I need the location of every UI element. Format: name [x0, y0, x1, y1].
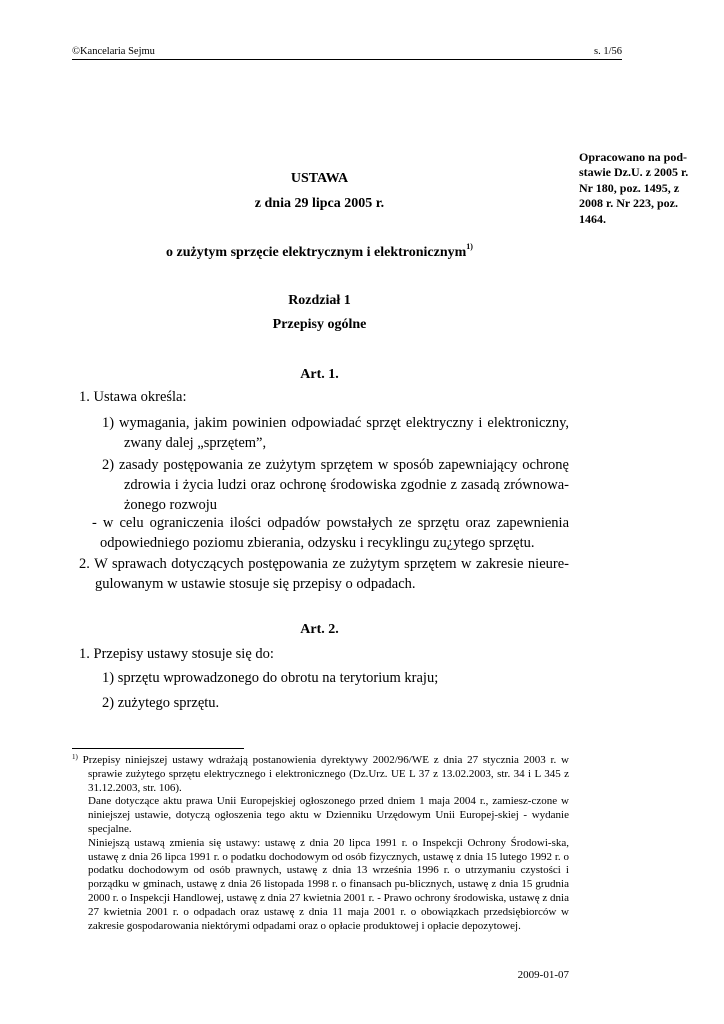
art1-paragraph-1: 1. Ustawa określa: [79, 389, 187, 405]
art2-heading: Art. 2. [300, 622, 339, 637]
source-note-line: Opracowano na pod- [579, 150, 688, 164]
art2-paragraph-1: 1. Przepisy ustawy stosuje się do: [79, 646, 274, 662]
source-note-line: Nr 180, poz. 1495, z [579, 180, 680, 195]
art2-item-1: 1) sprzętu wprowadzonego do obrotu na terytorium kraju; [102, 670, 439, 686]
footnote [72, 754, 569, 933]
art1-item-2-text: 2) zasady postępowania ze zużytym sprzętem w sposób zapewniający ochronę zdrowia i życia ludzi oraz ochronę środowiska zgodnie z zasadą zrównowa-żonego rozwoju [102, 457, 569, 513]
subject-text: o zużytym sprzęcie elektrycznym i elektronicznym [166, 245, 467, 260]
footnote-separator [72, 748, 244, 749]
art1-item-1-text: 1) wymagania, jakim powinien odpowiadać sprzęt elektryczny i elektroniczny, zwany dalej „sprzętem”, [102, 415, 569, 451]
art1-dash-clause [92, 513, 569, 553]
art1-item-1 [102, 413, 569, 453]
source-note [579, 150, 711, 227]
source-note-line: stawie Dz.U. z 2005 r. [579, 165, 689, 180]
source-note-line: 2008 r. Nr 223, poz. [579, 196, 678, 211]
page-number: s. 1/56 [593, 46, 622, 57]
footnote-marker: 1) [72, 753, 78, 761]
art1-heading: Art. 1. [300, 367, 339, 382]
document-date: z dnia 29 lipca 2005 r. [254, 196, 385, 211]
document-type: USTAWA [290, 171, 349, 186]
footnote-paragraph-1 [72, 754, 569, 795]
footnote-paragraph-1-text: Przepisy niniejszej ustawy wdrażają postanowienia dyrektywy 2002/96/WE z dnia 27 stycznia 2003 r. w sprawie zużytego sprzętu elektrycznego i elektronicznego (Dz.Urz. UE L 37 z 13.02.2003, str. 34 i L 345 z 31.12.2003, str. 106). [82, 754, 569, 794]
footer-date: 2009-01-07 [517, 969, 569, 981]
art2-item-2: 2) zużytego sprzętu. [102, 695, 220, 711]
chapter-name: Przepisy ogólne [272, 317, 367, 332]
footnote-paragraph-3: Niniejszą ustawą zmienia się ustawy: ustawę z dnia 20 lipca 1991 r. o Inspekcji Ochrony Środowi-ska, ustawę z dnia 26 lipca 1991 r. o podatku dochodowym od osób fizycznych, ustawę z dnia 15 lutego 1992 r. o podatku dochodowym od osób prawnych, ustawę z dnia 13 września 1996 r. o utrzymaniu czystości i porządku w gminach, ustawę z dnia 26 listopada 1998 r. o finansach pu-blicznych, ustawę z dnia 15 grudnia 2000 r. o Inspekcji Handlowej, ustawę z dnia 27 kwietnia 2001 r. - Prawo ochrony środowiska, ustawę z dnia 27 kwietnia 2001 r. o odpadach oraz ustawę z dnia 11 maja 2001 r. o obowiązkach przedsiębiorców w zakresie gospodarowania niektórymi odpadami oraz o opłacie produktowej i opłacie depozytowej. [88, 836, 569, 932]
art1-dash-clause-text: - w celu ograniczenia ilości odpadów powstałych ze sprzętu oraz zapewnienia odpowiedniego poziomu zbierania, odzysku i recyklingu zu¿ytego sprzętu. [92, 515, 569, 551]
art1-item-2 [102, 455, 569, 515]
header-rule [72, 59, 622, 60]
source-note-line: 1464. [579, 211, 606, 226]
subject-footnote-ref: 1) [466, 242, 473, 251]
chapter-number: Rozdział 1 [288, 293, 351, 308]
source-note-text [579, 150, 688, 226]
header-publisher: ©Kancelaria Sejmu [72, 46, 155, 57]
art1-paragraph-2-text: 2. W sprawach dotyczących postępowania ze zużytym sprzętem w zakresie nieure-gulowanym w ustawie stosuje się przepisy o odpadach. [79, 556, 569, 592]
art1-paragraph-2 [79, 554, 569, 594]
footnote-paragraph-2: Dane dotyczące aktu prawa Unii Europejskiej ogłoszonego przed dniem 1 maja 2004 r., zamiesz-czone w niniejszej ustawie, dotyczą ogłoszenia tego aktu w Dzienniku Urzędowym Unii Europej-skiej - wydanie specjalne. [88, 795, 569, 835]
document-subject [72, 242, 567, 261]
